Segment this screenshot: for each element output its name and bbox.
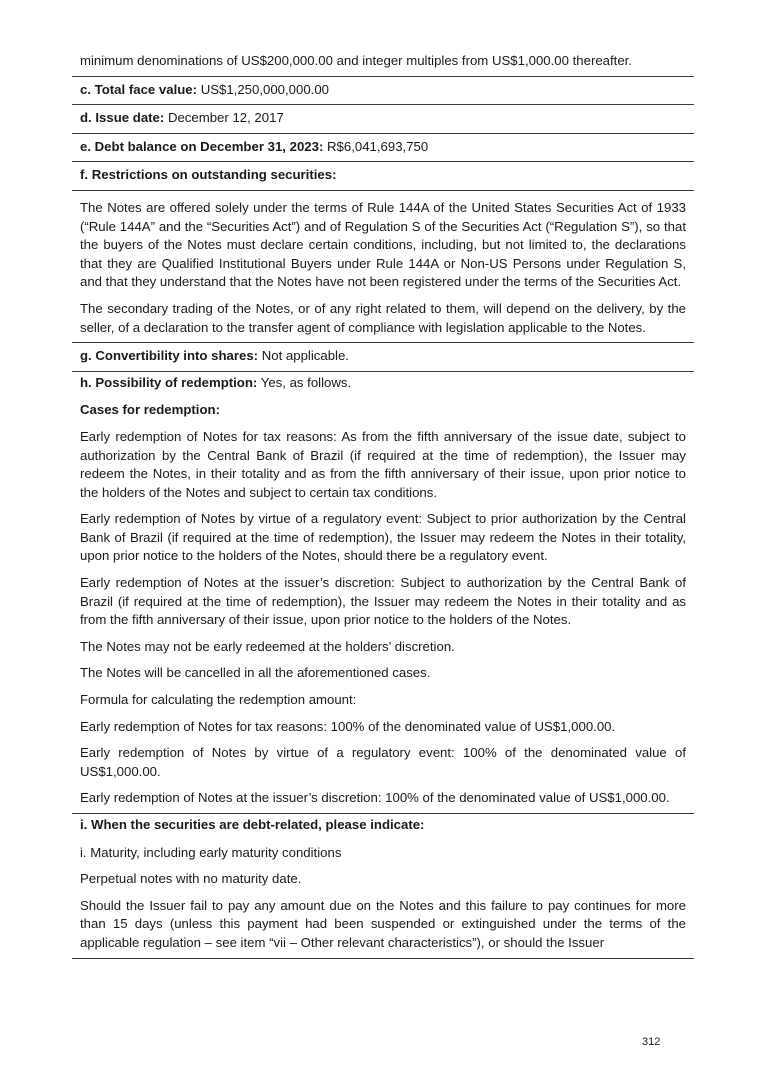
redemption-paragraph: Early redemption of Notes at the issuer’s discretion: Subject to authorization by the Central Bank of Brazil (if required at the time of redemption), the Issuer may redeem the Notes in their totality and as from the fifth anniversary of their issue, upon prior notice to the holders of the Notes. <box>80 575 686 628</box>
restrictions-paragraph: The Notes are offered solely under the terms of Rule 144A of the United States Securities Act of 1933 (“Rule 144A” and the “Securities Act”) and of Regulation S of the Securities Act (“Regulation S”), so that the buyers of the Notes must declare certain conditions, including, but not limited to, the declarations that they are Qualified Institutional Buyers under Rule 144A or Non-US Persons under Regulation S, and that they understand that the Notes have not been registered under the terms of the Securities Act. <box>80 199 686 290</box>
issue-date-label: d. Issue date: <box>80 110 165 126</box>
issue-date-row <box>72 105 694 134</box>
convertibility-row <box>72 343 694 372</box>
debt-related-heading: i. When the securities are debt-related, please indicate: <box>80 817 425 832</box>
convertibility-label: g. Convertibility into shares: <box>80 348 259 364</box>
total-face-value-amount: US$1,250,000,000.00 <box>197 81 330 97</box>
debt-related-paragraph: Perpetual notes with no maturity date. <box>80 871 302 887</box>
denominations-row <box>72 46 694 77</box>
debt-related-paragraph: Should the Issuer fail to pay any amount due on the Notes and this failure to pay continues for more than 15 days (unless this payment had been suspended or extinguished under the terms of the applicable regulation – see item “vii – Other relevant characteristics”), or should the Issuer <box>80 897 686 950</box>
debt-related-paragraph: i. Maturity, including early maturity conditions <box>80 844 342 860</box>
total-face-value <box>80 81 686 100</box>
issue-date <box>80 109 686 128</box>
redemption-value: Yes, as follows. <box>257 374 352 390</box>
convertibility <box>80 347 686 366</box>
issue-date-value: December 12, 2017 <box>164 110 284 126</box>
total-face-value-label: c. Total face value: <box>80 81 198 97</box>
restrictions-heading: f. Restrictions on outstanding securities: <box>80 167 337 183</box>
redemption-row <box>72 372 694 814</box>
page-number: 312 <box>642 1036 661 1048</box>
restrictions-body-row <box>72 191 694 343</box>
redemption-title <box>80 374 686 393</box>
convertibility-value: Not applicable. <box>258 348 349 364</box>
denominations-text: minimum denominations of US$200,000.00 and integer multiples from US$1,000.00 thereafter. <box>80 53 632 68</box>
debt-related-row <box>72 814 694 959</box>
total-face-value-row <box>72 77 694 106</box>
redemption-label: h. Possibility of redemption: <box>80 374 258 390</box>
debt-balance-row <box>72 134 694 163</box>
redemption-paragraph: Early redemption of Notes for tax reasons: As from the fifth anniversary of the issue date, subject to authorization by the Central Bank of Brazil (if required at the time of redemption), the Issuer may redeem the Notes, in their totality and as from the fifth anniversary of their issue, upon prior notice to the holders of the Notes and subject to certain tax conditions. <box>80 428 686 500</box>
redemption-paragraph: Early redemption of Notes by virtue of a regulatory event: Subject to prior authorization by the Central Bank of Brazil (if required at the time of redemption), the Issuer may redeem the Notes in their totality, upon prior notice to the holders of the Notes, should there be a regulatory event. <box>80 511 686 564</box>
redemption-paragraph: Early redemption of Notes at the issuer’s discretion: 100% of the denominated value of US$1,000.00. <box>80 790 670 806</box>
restrictions-heading-row <box>72 162 694 191</box>
debt-balance <box>80 138 686 157</box>
redemption-paragraph: Formula for calculating the redemption amount: <box>80 692 357 708</box>
document-page <box>72 46 694 959</box>
redemption-paragraph: Early redemption of Notes for tax reasons: 100% of the denominated value of US$1,000.00. <box>80 718 616 734</box>
debt-balance-value: R$6,041,693,750 <box>323 138 429 154</box>
redemption-paragraph: Early redemption of Notes by virtue of a regulatory event: 100% of the denominated value of US$1,000.00. <box>80 745 686 779</box>
redemption-paragraph: The Notes may not be early redeemed at the holders’ discretion. <box>80 638 455 654</box>
redemption-paragraph: The Notes will be cancelled in all the aforementioned cases. <box>80 665 431 681</box>
restrictions-paragraph: The secondary trading of the Notes, or of any right related to them, will depend on the delivery, by the seller, of a declaration to the transfer agent of compliance with legislation applicable to the Notes. <box>80 300 686 335</box>
cases-for-redemption-heading: Cases for redemption: <box>80 402 220 418</box>
debt-balance-label: e. Debt balance on December 31, 2023: <box>80 138 324 154</box>
